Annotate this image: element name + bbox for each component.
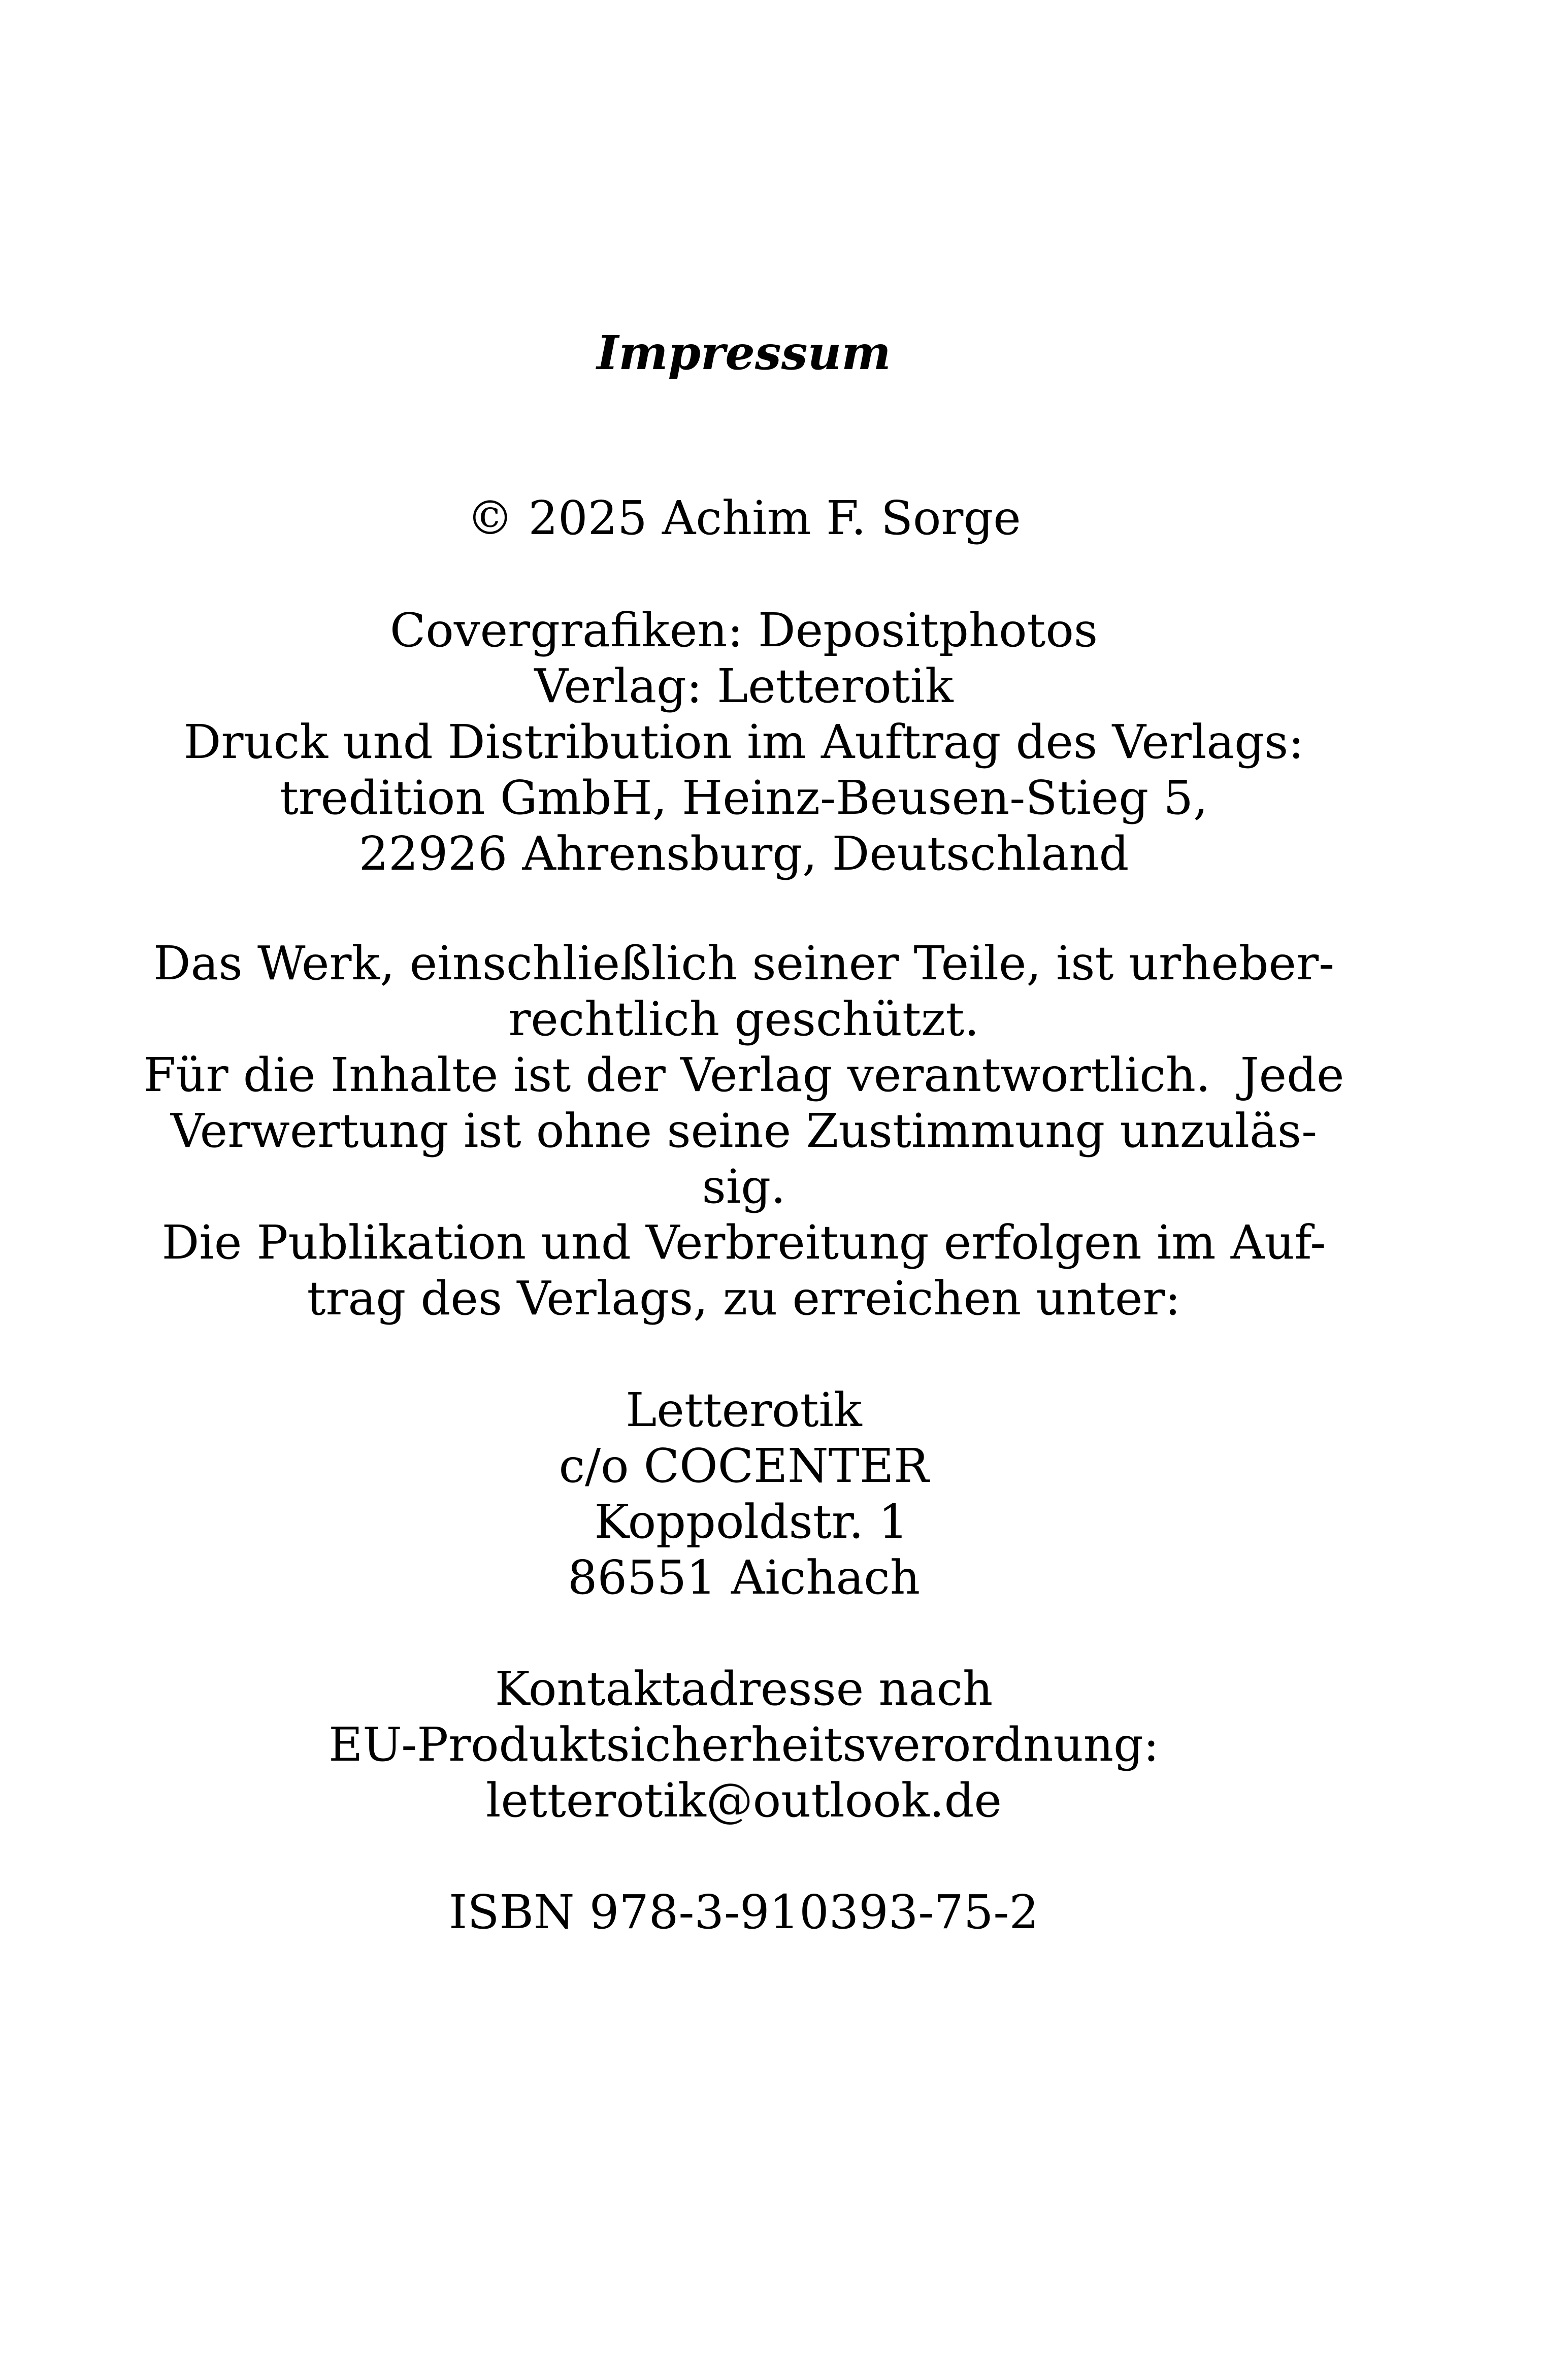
credits-line: 22926 Ahrensburg, Deutschland	[358, 827, 1129, 881]
rights-line: sig.	[702, 1160, 786, 1214]
rights-line: rechtlich geschützt.	[508, 992, 979, 1046]
rights-line: trag des Verlags, zu erreichen unter:	[307, 1271, 1181, 1326]
isbn-block	[0, 1885, 1488, 1940]
contact-info	[0, 1661, 1488, 1829]
rights-line: Für die Inhalte ist der Verlag verantwortlich. Jede	[143, 1048, 1344, 1102]
rights-line: Das Werk, einschließlich seiner Teile, ist urheber-	[153, 936, 1335, 990]
credits-line: Covergrafiken: Depositphotos	[389, 603, 1098, 657]
address-line: Letterotik	[626, 1383, 862, 1437]
contact-line: EU-Produktsicherheitsverordnung:	[329, 1717, 1159, 1772]
page-title: Impressum	[597, 325, 891, 380]
credits-line: tredition GmbH, Heinz-Beusen-Stieg 5,	[279, 771, 1208, 825]
isbn-number: ISBN 978-3-910393-75-2	[449, 1885, 1039, 1939]
address-line: 86551 Aichach	[567, 1550, 921, 1605]
contact-email: letterotik@outlook.de	[486, 1773, 1002, 1828]
address-line: c/o COCENTER	[559, 1439, 929, 1493]
publisher-address	[0, 1382, 1488, 1606]
rights-line: Verwertung ist ohne seine Zustimmung unzuläs-	[170, 1104, 1318, 1158]
contact-line: Kontaktadresse nach	[495, 1662, 993, 1716]
address-line: Koppoldstr. 1	[579, 1495, 908, 1549]
credits-line: Verlag: Letterotik	[534, 659, 954, 713]
copyright-line: © 2025 Achim F. Sorge	[467, 491, 1021, 545]
publisher-credits	[0, 603, 1488, 882]
rights-line: Die Publikation und Verbreitung erfolgen im Auf-	[161, 1215, 1326, 1270]
rights-notice	[0, 936, 1488, 1327]
credits-line: Druck und Distribution im Auftrag des Verlags:	[183, 715, 1304, 769]
copyright-notice	[0, 490, 1488, 546]
